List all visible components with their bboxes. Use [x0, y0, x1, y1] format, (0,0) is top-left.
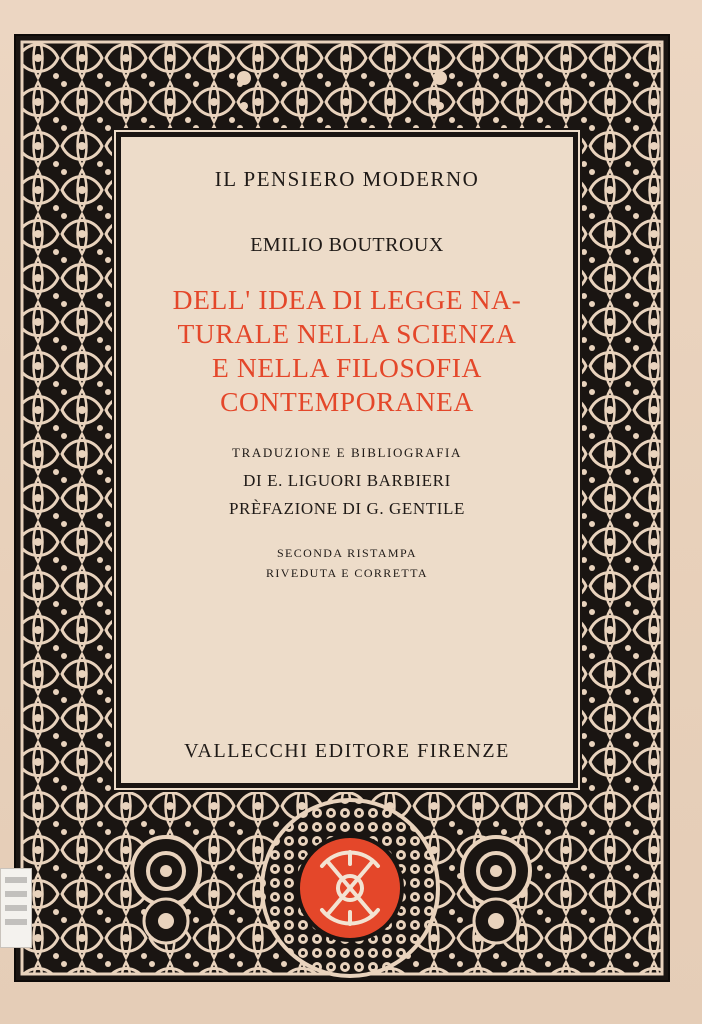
- credits: [229, 439, 465, 523]
- title-panel: [116, 132, 578, 788]
- preface-line: PRÈFAZIONE DI G. GENTILE: [229, 499, 465, 518]
- series-name: IL PENSIERO MODERNO: [214, 167, 480, 191]
- translation-label: TRADUZIONE E BIBLIOGRAFIA: [232, 445, 462, 460]
- book-title: [137, 283, 557, 419]
- edition-line: SECONDA RISTAMPA: [276, 546, 417, 560]
- edition-line: RIVEDUTA E CORRETTA: [265, 566, 428, 580]
- title-line: CONTEMPORANEA: [220, 386, 474, 417]
- title-line: TURALE NELLA SCIENZA: [177, 318, 517, 349]
- publisher-medallion: [262, 800, 438, 976]
- title-line: E NELLA FILOSOFIA: [212, 352, 482, 383]
- library-sticker: [0, 868, 32, 948]
- edition-note: [266, 543, 428, 583]
- translator-line: DI E. LIGUORI BARBIERI: [243, 471, 451, 490]
- publisher-imprint: VALLECCHI EDITORE FIRENZE: [184, 740, 510, 762]
- ornamental-border: [14, 34, 670, 982]
- title-line: DELL' IDEA DI LEGGE NA-: [172, 284, 522, 315]
- author-name: EMILIO BOUTROUX: [250, 234, 444, 256]
